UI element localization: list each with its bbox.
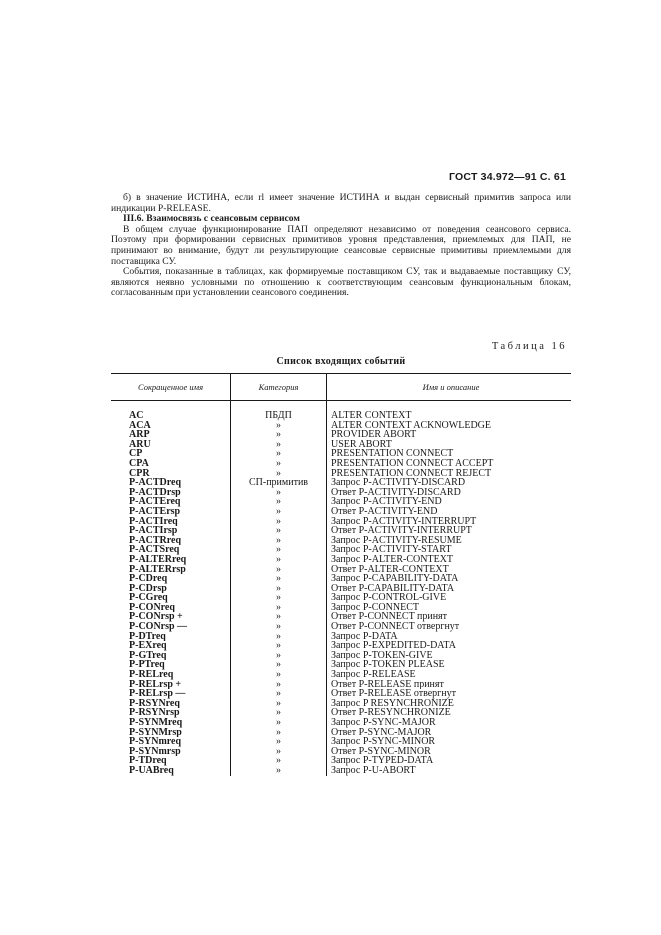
cell-category: » [231, 459, 327, 469]
cell-description: Запрос P-DATA [331, 631, 398, 642]
section-heading: III.6. Взаимосвязь с сеансовым сервисом [123, 213, 300, 225]
cell-description: Запрос P-RELEASE [331, 670, 416, 680]
cell-abbr: P-ALTERrsp [111, 565, 231, 575]
cell-category: » [231, 660, 327, 670]
table-row [111, 507, 571, 517]
page-header: ГОСТ 34.972—91 С. 61 [449, 171, 566, 183]
table-row [111, 660, 571, 670]
cell-category: » [231, 497, 327, 507]
header-abbr: Сокращенное имя [111, 374, 231, 401]
table-header-row [111, 374, 571, 401]
cell-category: » [231, 430, 327, 440]
cell-category: » [231, 718, 327, 728]
cell-category: » [231, 632, 327, 642]
cell-abbr: ARU [111, 440, 231, 450]
cell-abbr: P-SYNmrsp [111, 747, 231, 757]
table-row [111, 651, 571, 661]
cell-category: » [231, 536, 327, 546]
cell-description: Запрос P-EXPEDITED-DATA [331, 641, 456, 651]
table-title: Список входящих событий [276, 356, 406, 367]
cell-description: Ответ P-CONNECT принят [331, 612, 448, 623]
cell-abbr: P-CGreq [111, 593, 231, 603]
cell-category: » [231, 574, 327, 584]
cell-category: » [231, 612, 327, 622]
cell-category: » [231, 603, 327, 613]
table-row [111, 449, 571, 459]
table-row [111, 766, 571, 776]
incoming-events-table [111, 373, 571, 776]
cell-category: СП-примитив [231, 478, 327, 488]
cell-description: Ответ P-SYNC-MINOR [331, 746, 431, 757]
cell-category: » [231, 555, 327, 565]
cell-abbr: P-EXreq [111, 641, 231, 651]
cell-abbr: P-UABreq [111, 766, 231, 776]
cell-abbr: P-ACTIreq [111, 517, 231, 527]
table-row [111, 565, 571, 575]
cell-description: Запрос P RESYNCHRONIZE [331, 698, 454, 709]
cell-abbr: CPR [111, 469, 231, 479]
cell-category: » [231, 421, 327, 431]
cell-description: Ответ P-RESYNCHRONIZE [331, 708, 451, 718]
cell-abbr: P-RELrsp + [111, 680, 231, 690]
cell-abbr: P-TDreq [111, 756, 231, 766]
cell-category: » [231, 593, 327, 603]
cell-category: » [231, 708, 327, 718]
cell-category: » [231, 622, 327, 632]
cell-abbr: P-ACTRreq [111, 536, 231, 546]
cell-abbr: P-RELreq [111, 670, 231, 680]
cell-description: Запрос P-ACTIVITY-START [331, 545, 452, 555]
spacer-cell [111, 401, 231, 412]
table-row [111, 574, 571, 584]
spacer-cell [231, 401, 327, 412]
cell-category: » [231, 440, 327, 450]
cell-description: Ответ P-CONNECT отвергнут [331, 622, 460, 632]
cell-abbr: P-ACTSreq [111, 545, 231, 555]
header-description: Имя и описание [327, 374, 572, 401]
table-row [111, 728, 571, 738]
cell-description: Запрос P-ACTIVITY-END [331, 497, 442, 507]
cell-description: USER ABORT [331, 439, 392, 450]
cell-description: Ответ P-ACTIVITY-DISCARD [331, 487, 461, 498]
cell-abbr: P-GTreq [111, 651, 231, 661]
cell-description: Запрос P-TOKEN-GIVE [331, 650, 433, 661]
table-row [111, 440, 571, 450]
table-row [111, 680, 571, 690]
cell-category: » [231, 747, 327, 757]
cell-description: Ответ P-CAPABILITY-DATA [331, 583, 455, 594]
cell-category: » [231, 680, 327, 690]
cell-abbr: P-ACTErsp [111, 507, 231, 517]
cell-category: » [231, 545, 327, 555]
cell-description: Запрос P-SYNC-MAJOR [331, 718, 436, 728]
cell-description: Запрос P-SYNC-MINOR [331, 737, 436, 747]
table-caption: Таблица 16 [491, 341, 567, 352]
paragraph-events: События, показанные в таблицах, как формируемые поставщиком СУ, так и выдаваемые поставщику СУ, являются неявно условными по отношению к соответствующим сеансовым функциональным блокам, согласованным при установлении сеансового соединения. [111, 266, 571, 299]
cell-abbr: P-ACTEreq [111, 497, 231, 507]
table-row [111, 689, 571, 699]
cell-category: » [231, 728, 327, 738]
cell-description: ALTER CONTEXT [331, 411, 412, 421]
cell-description: Запрос P-CONTROL-GIVE [331, 593, 447, 603]
cell-abbr: P-SYNmreq [111, 737, 231, 747]
table-row [111, 430, 571, 440]
table-row [111, 670, 571, 680]
cell-abbr: P-SYNMreq [111, 718, 231, 728]
cell-abbr: P-DTreq [111, 632, 231, 642]
cell-category: » [231, 651, 327, 661]
cell-description: Запрос P-CAPABILITY-DATA [331, 574, 459, 584]
paragraph-general: В общем случае функционирование ПАП определяют независимо от поведения сеансового сервиса. Поэтому при формировании сервисных примитивов уровня представления, приемлемых для ПАП, не принимают во внимание, будут ли результирующие сеансовые сервисные примитивы приемлемыми для поставщика СУ. [111, 223, 571, 267]
table-row [111, 555, 571, 565]
cell-description: PRESENTATION CONNECT [331, 449, 454, 459]
cell-abbr: ARP [111, 430, 231, 440]
body-text [111, 193, 571, 299]
table-row [111, 699, 571, 709]
cell-category: » [231, 699, 327, 709]
header-category: Категория [231, 374, 327, 401]
table-row [111, 584, 571, 594]
cell-abbr: P-ACTDrsp [111, 488, 231, 498]
cell-abbr: P-ALTERreq [111, 555, 231, 565]
cell-abbr: P-CONrsp + [111, 612, 231, 622]
table-row [111, 632, 571, 642]
cell-abbr: CPA [111, 459, 231, 469]
table-row [111, 488, 571, 498]
table-row [111, 737, 571, 747]
table-spacer-row [111, 401, 571, 412]
table-row [111, 517, 571, 527]
cell-abbr: P-CDrsp [111, 584, 231, 594]
cell-description: Запрос P-ACTIVITY-DISCARD [331, 478, 466, 488]
cell-abbr: AC [111, 411, 231, 421]
cell-description: Ответ P-ACTIVITY-END [331, 506, 438, 517]
cell-description: Запрос P-U-ABORT [331, 765, 416, 776]
cell-category: » [231, 526, 327, 536]
cell-description: Запрос P-TOKEN PLEASE [331, 660, 445, 671]
cell-abbr: P-RSYNrsp [111, 708, 231, 718]
cell-category: » [231, 517, 327, 527]
cell-category: » [231, 565, 327, 575]
cell-category: » [231, 584, 327, 594]
cell-description: PROVIDER ABORT [331, 430, 417, 440]
cell-category: » [231, 641, 327, 651]
table-row [111, 411, 571, 421]
cell-description: PRESENTATION CONNECT REJECT [331, 468, 492, 479]
cell-abbr: P-ACTIrsp [111, 526, 231, 536]
table-row [111, 593, 571, 603]
table-row [111, 747, 571, 757]
cell-abbr: P-ACTDreq [111, 478, 231, 488]
cell-description: PRESENTATION CONNECT ACCEPT [331, 458, 494, 469]
cell-abbr: ACA [111, 421, 231, 431]
table-row [111, 497, 571, 507]
cell-category: » [231, 737, 327, 747]
table-row [111, 603, 571, 613]
table-row [111, 478, 571, 488]
cell-abbr: P-SYNMrsp [111, 728, 231, 738]
cell-category: » [231, 469, 327, 479]
cell-abbr: P-PTreq [111, 660, 231, 670]
cell-description: Ответ P-ALTER-CONTEXT [331, 564, 449, 575]
cell-description: Ответ P-ACTIVITY-INTERRUPT [331, 526, 472, 536]
table-row [111, 718, 571, 728]
cell-category: » [231, 507, 327, 517]
cell-description: Ответ P-RELEASE отвергнут [331, 689, 457, 699]
cell-category: » [231, 449, 327, 459]
cell-category: » [231, 756, 327, 766]
table-row [111, 526, 571, 536]
cell-abbr: CP [111, 449, 231, 459]
cell-abbr: P-RELrsp — [111, 689, 231, 699]
table-row [111, 469, 571, 479]
cell-abbr: P-RSYNreq [111, 699, 231, 709]
cell-abbr: P-CONreq [111, 603, 231, 613]
cell-abbr: P-CDreq [111, 574, 231, 584]
cell-category: » [231, 670, 327, 680]
paragraph-condition: б) в значение ИСТИНА, если rl имеет значение ИСТИНА и выдан сервисный примитив запроса или индикации P-RELEASE. [111, 192, 571, 214]
cell-category: ПБДП [231, 411, 327, 421]
cell-description: Запрос P-ALTER-CONTEXT [331, 554, 454, 565]
cell-description: Ответ P-RELEASE принят [331, 679, 444, 690]
cell-description: Запрос P-TYPED-DATA [331, 756, 434, 766]
table-row [111, 536, 571, 546]
cell-category: » [231, 689, 327, 699]
cell-category: » [231, 766, 327, 776]
spacer-cell [327, 401, 572, 412]
table-row [111, 612, 571, 622]
cell-description: Запрос P-CONNECT [331, 602, 419, 613]
table-row [111, 756, 571, 766]
cell-description: Запрос P-ACTIVITY-INTERRUPT [331, 516, 477, 527]
table-row [111, 708, 571, 718]
cell-description: Запрос P-ACTIVITY-RESUME [331, 535, 462, 546]
cell-description: Ответ P-SYNC-MAJOR [331, 727, 432, 738]
table-row [111, 545, 571, 555]
cell-abbr: P-CONrsp — [111, 622, 231, 632]
table-row [111, 459, 571, 469]
cell-description: ALTER CONTEXT ACKNOWLEDGE [331, 420, 491, 431]
cell-category: » [231, 488, 327, 498]
table-row [111, 622, 571, 632]
table-row [111, 421, 571, 431]
table-row [111, 641, 571, 651]
